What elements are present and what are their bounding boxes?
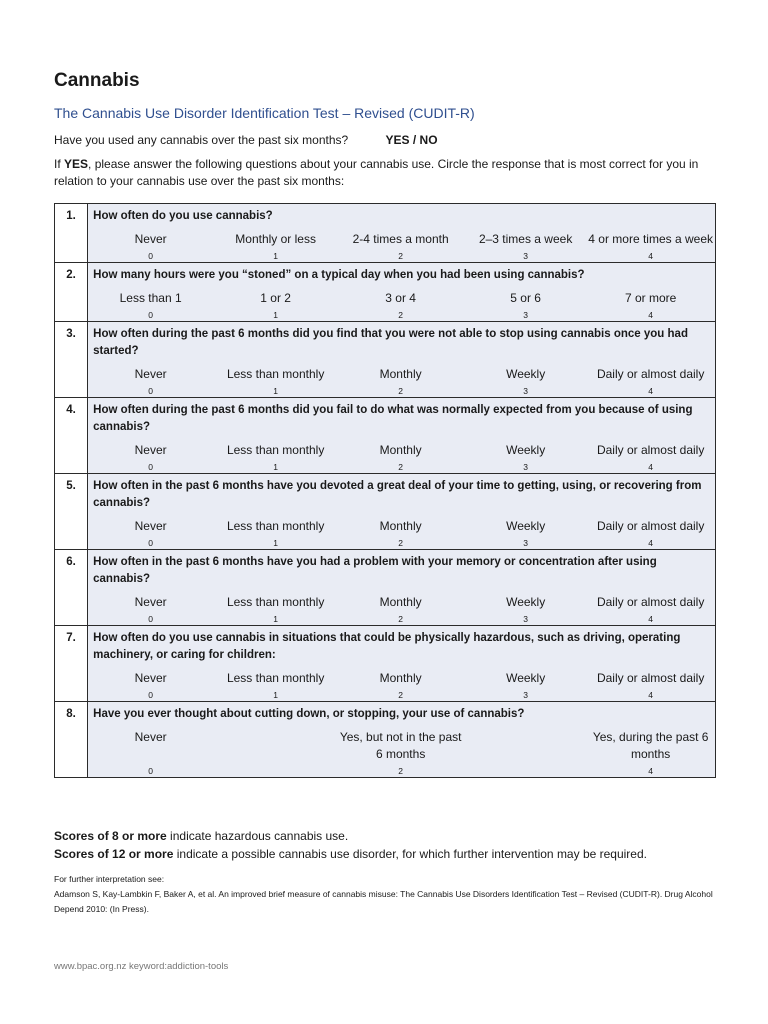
- answer-option-score: 2: [398, 386, 403, 396]
- answer-option-label: Less than monthly: [226, 519, 325, 533]
- answer-option-score: 1: [273, 462, 278, 472]
- answer-option[interactable]: [463, 366, 588, 397]
- answer-option-score: 3: [523, 251, 528, 261]
- answer-option-label: Less than monthly: [226, 595, 325, 609]
- answer-option-label: Less than monthly: [226, 367, 325, 381]
- answer-option-score: 4: [648, 251, 653, 261]
- question-row: [55, 204, 716, 263]
- answer-option-label: Never: [134, 367, 167, 381]
- question-row: [55, 626, 716, 702]
- answer-option-score: 0: [148, 766, 153, 776]
- answer-option[interactable]: [213, 290, 338, 321]
- answer-option-label: Weekly: [506, 671, 546, 685]
- answer-option-score: 0: [148, 690, 153, 700]
- answer-option-label: Monthly: [379, 367, 422, 381]
- answer-option[interactable]: [338, 366, 463, 397]
- question-number: 1.: [55, 204, 88, 263]
- answer-option-label: Daily or almost daily: [596, 519, 705, 533]
- answer-option[interactable]: [338, 594, 463, 625]
- answer-option-label: Monthly: [379, 443, 422, 457]
- answer-option-label: Less than 1: [119, 291, 182, 305]
- answer-option-label: 2-4 times a month: [352, 232, 449, 246]
- question-text: How often during the past 6 months did you fail to do what was normally expected from you because of using cannabis?: [93, 404, 693, 433]
- answer-option-label: Never: [134, 595, 167, 609]
- answer-option-label: Monthly: [379, 595, 422, 609]
- answer-option-score: 1: [273, 251, 278, 261]
- answer-option-label: Daily or almost daily: [596, 671, 705, 685]
- answer-option-score: 4: [648, 310, 653, 320]
- answer-option-score: 2: [398, 310, 403, 320]
- answer-option[interactable]: [463, 518, 588, 549]
- cudit-questions-table: [54, 203, 716, 778]
- answer-option-score: 3: [523, 310, 528, 320]
- answer-option[interactable]: [588, 670, 713, 701]
- answer-option-score: 1: [273, 386, 278, 396]
- question-cell: [88, 263, 716, 322]
- answer-option-score: 2: [398, 614, 403, 624]
- answer-option[interactable]: [338, 518, 463, 549]
- answer-option-label: Yes, but not in the past 6 months: [339, 730, 462, 761]
- question-cell: [88, 204, 716, 263]
- test-subtitle: The Cannabis Use Disorder Identification Test – Revised (CUDIT-R): [54, 105, 475, 121]
- answer-option-score: 4: [648, 614, 653, 624]
- answer-option-score: 3: [523, 538, 528, 548]
- answer-option[interactable]: [588, 442, 713, 473]
- question-cell: [88, 398, 716, 474]
- answer-option-score: 3: [523, 614, 528, 624]
- answer-option-score: 0: [148, 462, 153, 472]
- answer-option-label: 5 or 6: [510, 291, 541, 305]
- answer-option[interactable]: [213, 442, 338, 473]
- answer-option-label: Weekly: [506, 519, 546, 533]
- answer-option-score: 1: [273, 614, 278, 624]
- answer-option[interactable]: [338, 290, 463, 321]
- further-interpretation: [54, 872, 716, 917]
- yes-no-answer[interactable]: YES / NO: [385, 133, 438, 147]
- answer-option[interactable]: [338, 231, 463, 262]
- question-number: 5.: [55, 474, 88, 550]
- score-note-hazardous-bold: Scores of 8 or more: [54, 829, 167, 843]
- answer-option-score: 0: [148, 251, 153, 261]
- answer-option[interactable]: [213, 670, 338, 701]
- answer-option-label: Daily or almost daily: [596, 367, 705, 381]
- answer-option[interactable]: [463, 231, 588, 262]
- answer-option[interactable]: [213, 518, 338, 549]
- instructions: [54, 156, 714, 190]
- answer-option-score: 2: [398, 690, 403, 700]
- score-note-disorder-text: indicate a possible cannabis use disorder, for which further intervention may be required.: [173, 847, 647, 861]
- question-text: How often in the past 6 months have you devoted a great deal of your time to getting, using, or recovering from cannabis?: [93, 480, 702, 509]
- answer-option-score: 4: [648, 538, 653, 548]
- answer-option-label: Daily or almost daily: [596, 595, 705, 609]
- answer-option-label: Monthly or less: [235, 232, 316, 246]
- answer-option[interactable]: [213, 231, 338, 262]
- answer-option[interactable]: [88, 518, 213, 549]
- answer-options: [88, 290, 715, 321]
- answer-option-score: 3: [523, 462, 528, 472]
- answer-option-score: 2: [398, 766, 403, 776]
- answer-options: [88, 729, 715, 777]
- further-heading: For further interpretation see:: [54, 874, 165, 884]
- question-cell: [88, 322, 716, 398]
- answer-option-label: Weekly: [506, 443, 546, 457]
- used-cannabis-question: [54, 132, 716, 148]
- question-row: [55, 263, 716, 322]
- answer-option-score: 3: [523, 690, 528, 700]
- question-cell: [88, 702, 716, 778]
- answer-option-label: 3 or 4: [385, 291, 416, 305]
- answer-option-label: Never: [134, 730, 167, 744]
- answer-option[interactable]: [463, 290, 588, 321]
- answer-option-label: Never: [134, 519, 167, 533]
- answer-option-score: 4: [648, 386, 653, 396]
- answer-option-score: 4: [648, 766, 653, 776]
- question-row: [55, 474, 716, 550]
- answer-option[interactable]: [588, 290, 713, 321]
- question-row: [55, 550, 716, 626]
- answer-option[interactable]: [88, 670, 213, 701]
- document-page: [54, 66, 716, 776]
- answer-option[interactable]: [588, 594, 713, 625]
- answer-option[interactable]: [463, 594, 588, 625]
- score-note-hazardous-text: indicate hazardous cannabis use.: [166, 829, 349, 843]
- question-row: [55, 398, 716, 474]
- answer-option-label: Yes, during the past 6 months: [592, 730, 709, 761]
- answer-option-label: Never: [134, 232, 167, 246]
- question-text: How often during the past 6 months did you find that you were not able to stop using cannabis once you had started?: [93, 328, 688, 357]
- answer-option-label: 1 or 2: [260, 291, 291, 305]
- answer-option[interactable]: [88, 729, 213, 777]
- question-number: 2.: [55, 263, 88, 322]
- answer-option[interactable]: [463, 670, 588, 701]
- answer-option-score: 4: [648, 690, 653, 700]
- question-row: [55, 702, 716, 778]
- answer-option-score: 4: [648, 462, 653, 472]
- score-notes: [54, 827, 716, 863]
- score-note-hazardous: [54, 827, 716, 845]
- answer-option-label: Never: [134, 443, 167, 457]
- answer-option-score: 0: [148, 310, 153, 320]
- answer-options: [88, 594, 715, 625]
- question-number: 8.: [55, 702, 88, 778]
- answer-option-score: 0: [148, 386, 153, 396]
- question-number: 7.: [55, 626, 88, 702]
- question-cell: [88, 474, 716, 550]
- question-number: 4.: [55, 398, 88, 474]
- question-text: Have you ever thought about cutting down, or stopping, your use of cannabis?: [93, 708, 525, 720]
- answer-option[interactable]: [338, 442, 463, 473]
- answer-option-score: 0: [148, 538, 153, 548]
- question-number: 3.: [55, 322, 88, 398]
- question-text: How often in the past 6 months have you had a problem with your memory or concentration after using cannabis?: [93, 556, 657, 585]
- answer-option[interactable]: [88, 442, 213, 473]
- answer-option-score: 2: [398, 538, 403, 548]
- answer-option-score: 1: [273, 310, 278, 320]
- answer-option[interactable]: [88, 290, 213, 321]
- intro-rest: , please answer the following questions about your cannabis use. Circle the response that is most correct for you in relation to your cannabis use over the past six months:: [54, 157, 699, 188]
- answer-option[interactable]: [338, 729, 463, 777]
- answer-option[interactable]: [88, 231, 213, 262]
- question-row: [55, 322, 716, 398]
- answer-options: [88, 366, 715, 397]
- answer-option-score: 1: [273, 538, 278, 548]
- intro-yes: YES: [64, 157, 89, 171]
- footer-url[interactable]: www.bpac.org.nz keyword:addiction-tools: [54, 961, 229, 972]
- answer-option-label: Less than monthly: [226, 671, 325, 685]
- question-cell: [88, 550, 716, 626]
- answer-option-score: 3: [523, 386, 528, 396]
- answer-option-score: 2: [398, 251, 403, 261]
- answer-option-label: 7 or more: [624, 291, 677, 305]
- answer-option-score: 0: [148, 614, 153, 624]
- answer-option-label: 4 or more times a week: [588, 232, 713, 246]
- answer-option-label: Daily or almost daily: [596, 443, 705, 457]
- answer-option[interactable]: [213, 366, 338, 397]
- answer-option-label: Never: [134, 671, 167, 685]
- answer-options: [88, 670, 715, 701]
- answer-option-label: Monthly: [379, 671, 422, 685]
- answer-option[interactable]: [338, 670, 463, 701]
- answer-options: [88, 231, 715, 262]
- answer-option-label: Less than monthly: [226, 443, 325, 457]
- score-note-disorder-bold: Scores of 12 or more: [54, 847, 174, 861]
- question-cell: [88, 626, 716, 702]
- used-cannabis-text: Have you used any cannabis over the past six months?: [54, 133, 349, 147]
- answer-option-score: 1: [273, 690, 278, 700]
- answer-option[interactable]: [588, 518, 713, 549]
- answer-option[interactable]: [213, 594, 338, 625]
- question-text: How often do you use cannabis?: [93, 210, 273, 222]
- answer-option[interactable]: [588, 231, 713, 262]
- answer-option-label: Monthly: [379, 519, 422, 533]
- question-text: How many hours were you “stoned” on a typical day when you had been using cannabis?: [93, 269, 585, 281]
- answer-option-score: 2: [398, 462, 403, 472]
- question-number: 6.: [55, 550, 88, 626]
- answer-option-label: Weekly: [506, 367, 546, 381]
- answer-option[interactable]: [88, 366, 213, 397]
- answer-options: [88, 442, 715, 473]
- question-text: How often do you use cannabis in situations that could be physically hazardous, such as driving, operating machinery, or caring for children:: [93, 632, 681, 661]
- answer-option[interactable]: [88, 594, 213, 625]
- answer-option[interactable]: [588, 366, 713, 397]
- answer-options: [88, 518, 715, 549]
- answer-option[interactable]: [463, 442, 588, 473]
- answer-option[interactable]: [588, 729, 713, 777]
- answer-option-label: Weekly: [506, 595, 546, 609]
- reference-citation: Adamson S, Kay-Lambkin F, Baker A, et al. An improved brief measure of cannabis misuse: The Cannabis Use Disorders Identification Test – Revised (CUDIT-R). Drug Alcohol Depend 2010: (In Press).: [54, 889, 713, 914]
- score-note-disorder: [54, 845, 716, 863]
- page-title: Cannabis: [54, 70, 140, 91]
- intro-if: If: [54, 157, 65, 171]
- answer-option-label: 2–3 times a week: [478, 232, 573, 246]
